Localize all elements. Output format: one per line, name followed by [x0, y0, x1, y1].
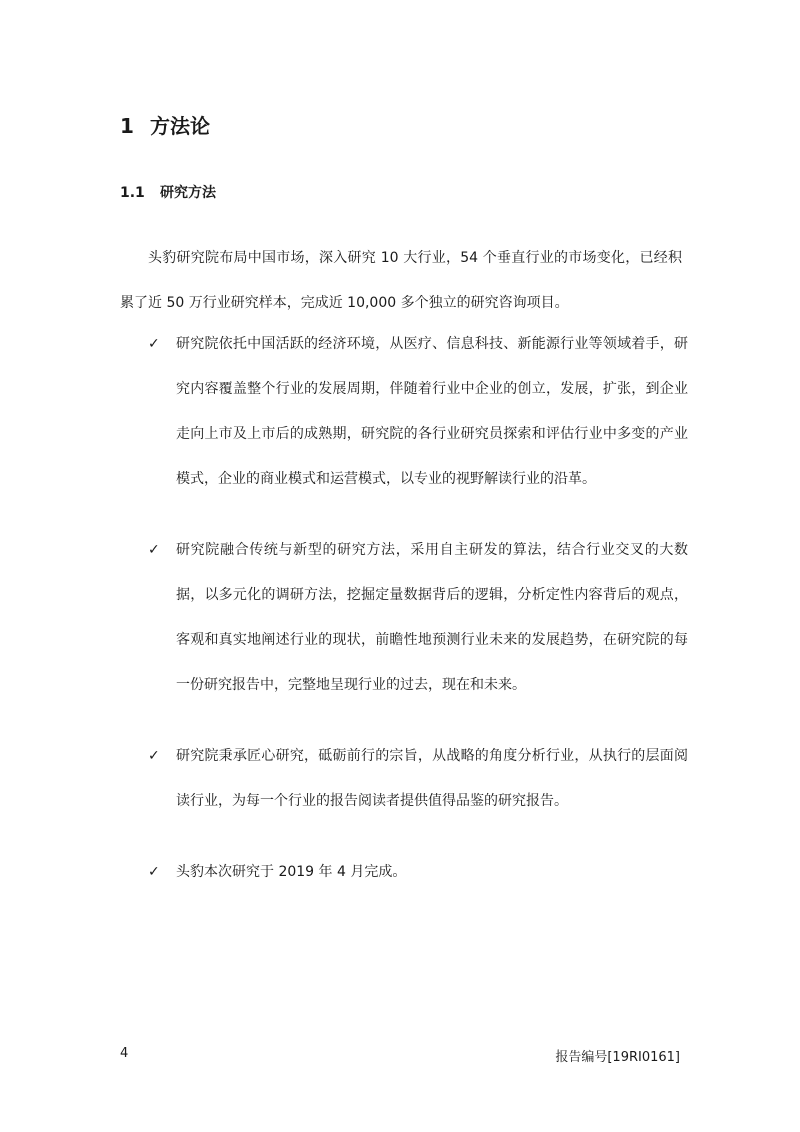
section-number: 1 [120, 114, 134, 138]
bullet-item [148, 850, 688, 895]
subsection-title: 研究方法 [160, 185, 216, 201]
bullet-text: 研究院融合传统与新型的研究方法，采用自主研发的算法，结合行业交叉的大数据，以多元化的调研方法，挖掘定量数据背后的逻辑，分析定性内容背后的观点，客观和真实地阐述行业的现状，前瞻性地预测行业未来的发展趋势，在研究院的每一份研究报告中，完整地呈现行业的过去，现在和未来。 [176, 542, 688, 693]
subsection-number: 1.1 [120, 185, 145, 201]
bullet-item [148, 322, 688, 502]
bullet-item [148, 734, 688, 824]
page-number: 4 [120, 1046, 129, 1061]
bullet-item [148, 528, 688, 708]
bullet-text: 研究院秉承匠心研究，砥砺前行的宗旨，从战略的角度分析行业，从执行的层面阅读行业，为每一个行业的报告阅读者提供值得品鉴的研究报告。 [176, 748, 688, 809]
section-title: 方法论 [150, 114, 210, 138]
check-icon: ✓ [148, 864, 160, 880]
section-heading [120, 110, 210, 139]
bullet-text: 头豹本次研究于 2019 年 4 月完成。 [176, 864, 407, 880]
bullet-list [148, 322, 688, 921]
check-icon: ✓ [148, 336, 160, 352]
check-icon: ✓ [148, 748, 160, 764]
bullet-text: 研究院依托中国活跃的经济环境，从医疗、信息科技、新能源行业等领域着手，研究内容覆盖整个行业的发展周期，伴随着行业中企业的创立，发展，扩张，到企业走向上市及上市后的成熟期，研究院的各行业研究员探索和评估行业中多变的产业模式，企业的商业模式和运营模式，以专业的视野解读行业的沿革。 [176, 336, 688, 487]
intro-paragraph: 头豹研究院布局中国市场，深入研究 10 大行业，54 个垂直行业的市场变化，已经积累了近 50 万行业研究样本，完成近 10,000 多个独立的研究咨询项目。 [120, 250, 682, 311]
report-code: 报告编号[19RI0161] [555, 1050, 680, 1065]
subsection-heading [120, 182, 216, 202]
check-icon: ✓ [148, 542, 160, 558]
